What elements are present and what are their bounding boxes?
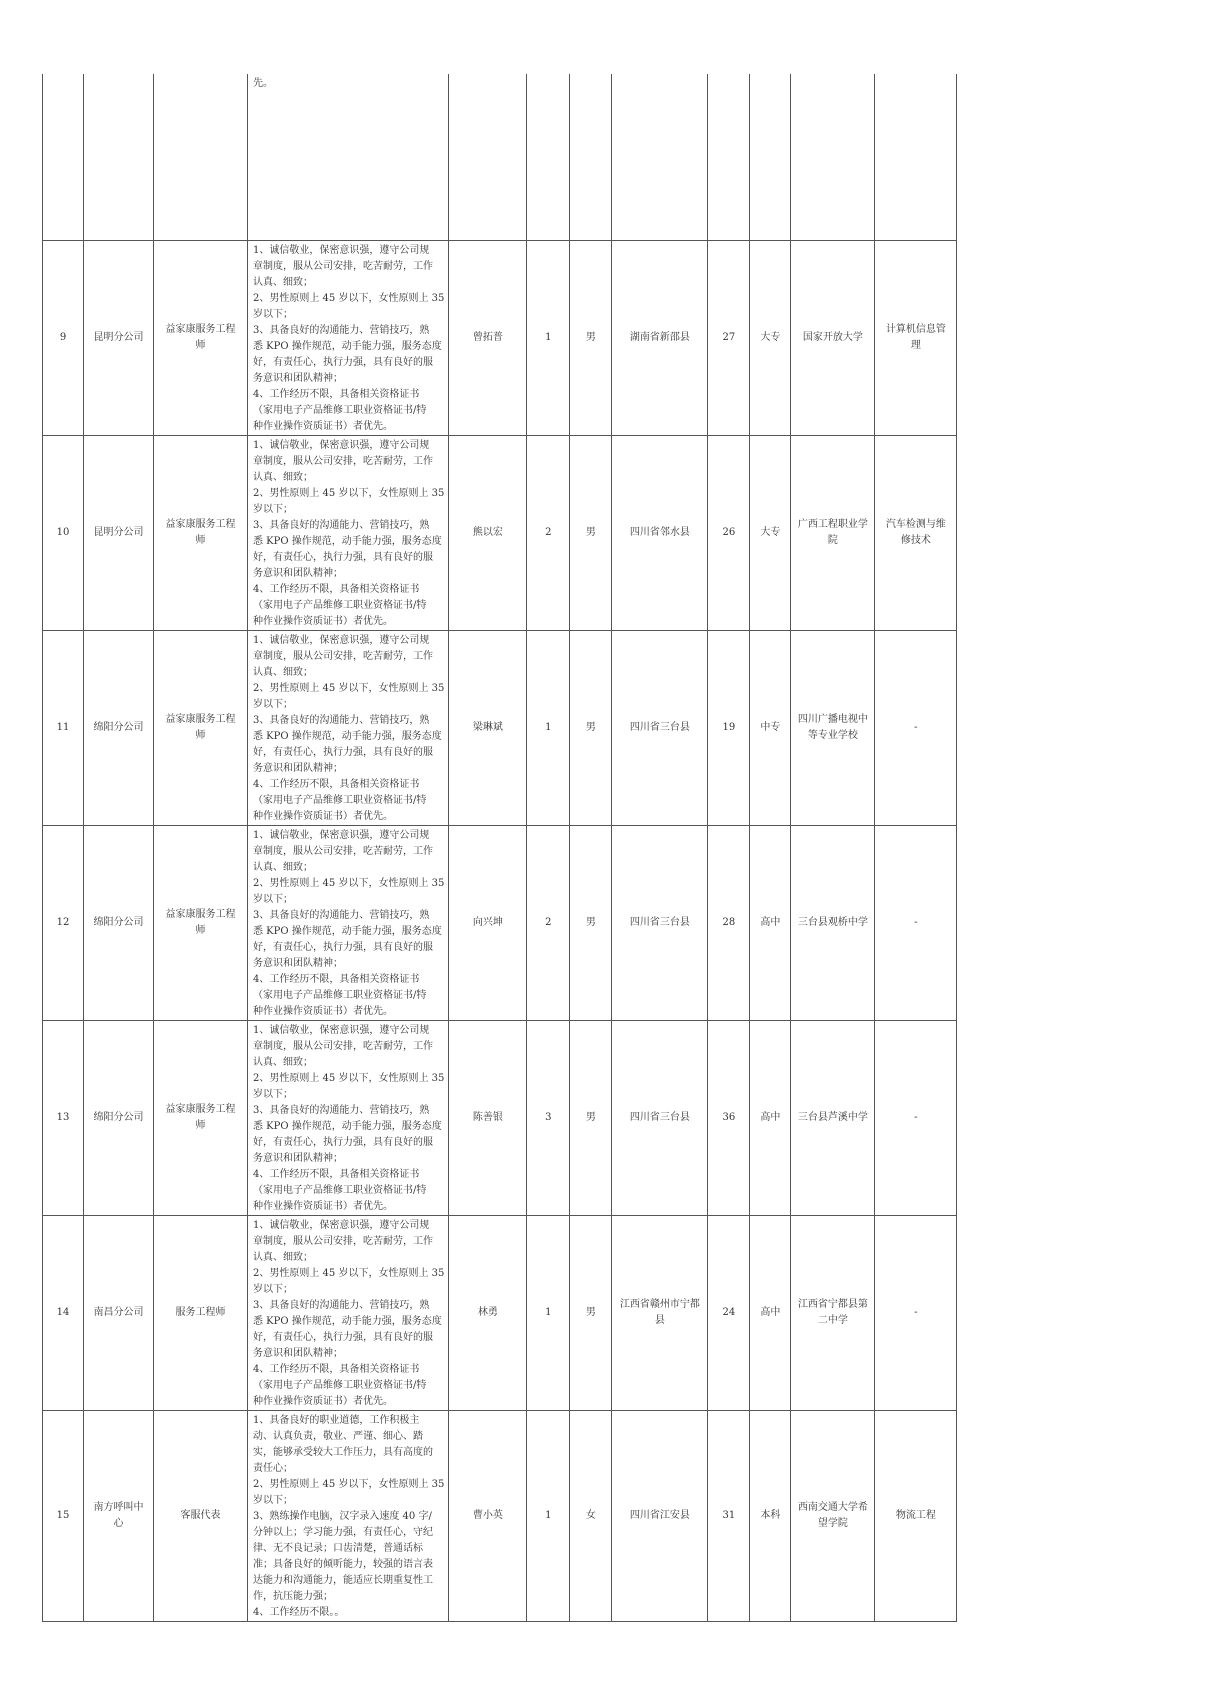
requirement-line: 责任心； bbox=[253, 1462, 293, 1474]
requirement-line: 岁以下； bbox=[253, 1088, 293, 1100]
cell-branch bbox=[84, 435, 154, 630]
requirement-line: 4、工作经历不限，具备相关资格证书 bbox=[253, 973, 420, 985]
cell-no: 12 bbox=[43, 825, 84, 1020]
requirement-line: 1、诚信敬业，保密意识强，遵守公司规 bbox=[253, 1024, 430, 1036]
requirement-line: （家用电子产品维修工职业资格证书/特 bbox=[253, 1379, 427, 1391]
requirement-line: 4、工作经历不限，具备相关资格证书 bbox=[253, 1168, 420, 1180]
requirement-line: 章制度，服从公司安排，吃苦耐劳，工作 bbox=[253, 260, 433, 272]
cell-branch-line: 南方呼叫中 bbox=[93, 1501, 144, 1513]
requirement-line: 好，有责任心，执行力强，具有良好的服 bbox=[253, 746, 433, 758]
requirement-line: 2、男性原则上 45 岁以下，女性原则上 35 bbox=[253, 682, 445, 694]
cell-age: 26 bbox=[708, 435, 750, 630]
cell-origin-line: 四川省江安县 bbox=[629, 1509, 690, 1521]
requirement-line: 好，有责任心，执行力强，具有良好的服 bbox=[253, 551, 433, 563]
requirement-line: 悉 KPO 操作规范，动手能力强，服务态度 bbox=[253, 730, 442, 742]
cell-major-line: 理 bbox=[910, 339, 921, 351]
cell-age: 28 bbox=[708, 825, 750, 1020]
cell-gender: 男 bbox=[570, 1020, 612, 1215]
cell-position-line: 服务工程师 bbox=[175, 1306, 226, 1318]
recruitment-table bbox=[42, 74, 957, 1622]
cell-school-line: 国家开放大学 bbox=[802, 331, 863, 343]
requirement-line: 认真、细致； bbox=[253, 1056, 313, 1068]
cell-position bbox=[154, 74, 248, 240]
cell-major bbox=[875, 1215, 957, 1410]
cell-requirements bbox=[248, 435, 449, 630]
requirement-line: 作，抗压能力强； bbox=[253, 1590, 333, 1602]
cell-major-line: 计算机信息管 bbox=[885, 323, 946, 335]
requirement-line: 章制度，服从公司安排，吃苦耐劳，工作 bbox=[253, 650, 433, 662]
requirement-line: （家用电子产品维修工职业资格证书/特 bbox=[253, 404, 427, 416]
requirement-line: 动、认真负责，敬业、严谨、细心、踏 bbox=[253, 1430, 423, 1442]
requirement-line: 悉 KPO 操作规范，动手能力强，服务态度 bbox=[253, 340, 442, 352]
cell-requirements bbox=[248, 1410, 449, 1621]
cell-branch bbox=[84, 1215, 154, 1410]
cell-school bbox=[791, 74, 875, 240]
cell-age bbox=[708, 74, 750, 240]
continuation-row bbox=[43, 74, 957, 240]
requirement-line: 实，能够承受较大工作压力，具有高度的 bbox=[253, 1446, 433, 1458]
cell-name: 向兴坤 bbox=[449, 825, 527, 1020]
cell-count: 1 bbox=[527, 1215, 570, 1410]
cell-origin-line: 四川省三台县 bbox=[629, 721, 690, 733]
cell-school bbox=[791, 1410, 875, 1621]
requirement-line: 3、具备良好的沟通能力、营销技巧，熟 bbox=[253, 519, 430, 531]
cell-name: 曾拓普 bbox=[449, 240, 527, 435]
requirement-line: 岁以下； bbox=[253, 698, 293, 710]
cell-no: 14 bbox=[43, 1215, 84, 1410]
requirement-line: 4、工作经历不限，具备相关资格证书 bbox=[253, 388, 420, 400]
requirement-line: 4、工作经历不限，具备相关资格证书 bbox=[253, 1363, 420, 1375]
cell-no: 11 bbox=[43, 630, 84, 825]
cell-name: 陈善银 bbox=[449, 1020, 527, 1215]
cell-major-line: - bbox=[914, 721, 918, 733]
cell-branch bbox=[84, 630, 154, 825]
requirement-line: 先。 bbox=[253, 78, 273, 89]
requirement-line: 准；具备良好的倾听能力，较强的语言表 bbox=[253, 1558, 433, 1570]
requirement-line: 认真、细致； bbox=[253, 1251, 313, 1263]
cell-gender: 男 bbox=[570, 1215, 612, 1410]
cell-position bbox=[154, 1410, 248, 1621]
table-row bbox=[43, 1020, 957, 1215]
cell-education: 高中 bbox=[750, 1020, 791, 1215]
requirement-line: 岁以下； bbox=[253, 893, 293, 905]
cell-major-line: 物流工程 bbox=[895, 1509, 936, 1521]
cell-major bbox=[875, 825, 957, 1020]
requirement-line: 岁以下； bbox=[253, 1494, 293, 1506]
requirement-line: 岁以下； bbox=[253, 308, 293, 320]
cell-position-line: 师 bbox=[195, 1119, 206, 1131]
requirement-line: 1、诚信敬业，保密意识强，遵守公司规 bbox=[253, 439, 430, 451]
cell-requirements bbox=[248, 1215, 449, 1410]
cell-school-line: 三台县观桥中学 bbox=[797, 916, 868, 928]
requirement-line: 章制度，服从公司安排，吃苦耐劳，工作 bbox=[253, 1040, 433, 1052]
requirement-line: 4、工作经历不限，具备相关资格证书 bbox=[253, 583, 420, 595]
cell-count: 1 bbox=[527, 240, 570, 435]
requirement-line: 1、诚信敬业，保密意识强，遵守公司规 bbox=[253, 1219, 430, 1231]
cell-education bbox=[750, 74, 791, 240]
cell-branch bbox=[84, 74, 154, 240]
requirement-line: 1、诚信敬业，保密意识强，遵守公司规 bbox=[253, 829, 430, 841]
requirement-line: （家用电子产品维修工职业资格证书/特 bbox=[253, 794, 427, 806]
cell-school bbox=[791, 435, 875, 630]
cell-school-line: 三台县芦溪中学 bbox=[797, 1111, 868, 1123]
cell-count: 2 bbox=[527, 825, 570, 1020]
cell-origin-line: 县 bbox=[654, 1314, 665, 1326]
cell-age: 19 bbox=[708, 630, 750, 825]
requirement-line: 务意识和团队精神； bbox=[253, 1347, 343, 1359]
table-row bbox=[43, 1410, 957, 1621]
requirement-line: 务意识和团队精神； bbox=[253, 957, 343, 969]
cell-origin bbox=[612, 74, 708, 240]
table-body bbox=[43, 74, 957, 1621]
cell-position-line: 师 bbox=[195, 729, 206, 741]
cell-school-line: 四川广播电视中 bbox=[797, 713, 868, 725]
cell-branch-line: 绵阳分公司 bbox=[93, 916, 144, 928]
cell-branch-line: 心 bbox=[113, 1517, 124, 1529]
cell-age: 27 bbox=[708, 240, 750, 435]
requirement-line: 2、男性原则上 45 岁以下，女性原则上 35 bbox=[253, 877, 445, 889]
cell-origin-line: 四川省三台县 bbox=[629, 916, 690, 928]
cell-major bbox=[875, 1410, 957, 1621]
requirement-line: （家用电子产品维修工职业资格证书/特 bbox=[253, 989, 427, 1001]
requirement-line: 律、无不良记录；口齿清楚，普通话标 bbox=[253, 1542, 423, 1554]
requirement-line: 3、具备良好的沟通能力、营销技巧，熟 bbox=[253, 714, 430, 726]
cell-school-line: 等专业学校 bbox=[807, 729, 858, 741]
requirement-line: 认真、细致； bbox=[253, 276, 313, 288]
requirement-line: 种作业操作资质证书）者优先。 bbox=[253, 1005, 393, 1017]
cell-school bbox=[791, 825, 875, 1020]
cell-requirements bbox=[248, 74, 449, 240]
requirement-line: 认真、细致； bbox=[253, 666, 313, 678]
requirement-line: 种作业操作资质证书）者优先。 bbox=[253, 615, 393, 627]
cell-position-line: 益家康服务工程 bbox=[165, 323, 236, 335]
cell-branch-line: 绵阳分公司 bbox=[93, 721, 144, 733]
requirement-line: 1、具备良好的职业道德，工作积极主 bbox=[253, 1414, 420, 1426]
cell-origin bbox=[612, 630, 708, 825]
cell-school-line: 西南交通大学希 bbox=[797, 1501, 868, 1513]
table-row bbox=[43, 630, 957, 825]
cell-origin bbox=[612, 1020, 708, 1215]
requirement-line: 3、具备良好的沟通能力、营销技巧，熟 bbox=[253, 1299, 430, 1311]
cell-position-line: 客服代表 bbox=[180, 1509, 221, 1521]
requirement-line: 种作业操作资质证书）者优先。 bbox=[253, 420, 393, 432]
cell-age: 31 bbox=[708, 1410, 750, 1621]
cell-name bbox=[449, 74, 527, 240]
cell-major-line: 汽车检测与维 bbox=[885, 518, 946, 530]
cell-education: 高中 bbox=[750, 825, 791, 1020]
cell-count: 2 bbox=[527, 435, 570, 630]
requirement-line: 好，有责任心，执行力强，具有良好的服 bbox=[253, 1136, 433, 1148]
requirement-line: 分钟以上；学习能力强，有责任心，守纪 bbox=[253, 1526, 433, 1538]
cell-origin bbox=[612, 240, 708, 435]
cell-position bbox=[154, 1020, 248, 1215]
cell-no: 10 bbox=[43, 435, 84, 630]
requirement-line: （家用电子产品维修工职业资格证书/特 bbox=[253, 599, 427, 611]
cell-position-line: 师 bbox=[195, 339, 206, 351]
cell-gender bbox=[570, 74, 612, 240]
cell-education: 高中 bbox=[750, 1215, 791, 1410]
cell-name: 梁琳斌 bbox=[449, 630, 527, 825]
cell-count: 1 bbox=[527, 1410, 570, 1621]
requirement-line: 好，有责任心，执行力强，具有良好的服 bbox=[253, 356, 433, 368]
requirement-line: 1、诚信敬业，保密意识强，遵守公司规 bbox=[253, 244, 430, 256]
requirement-line: 章制度，服从公司安排，吃苦耐劳，工作 bbox=[253, 455, 433, 467]
cell-major bbox=[875, 1020, 957, 1215]
cell-age: 36 bbox=[708, 1020, 750, 1215]
cell-major-line: - bbox=[914, 1306, 918, 1318]
cell-education: 中专 bbox=[750, 630, 791, 825]
requirement-line: 岁以下； bbox=[253, 503, 293, 515]
cell-count: 1 bbox=[527, 630, 570, 825]
cell-major-line: - bbox=[914, 916, 918, 928]
cell-position-line: 师 bbox=[195, 534, 206, 546]
cell-origin-line: 四川省三台县 bbox=[629, 1111, 690, 1123]
cell-origin bbox=[612, 1215, 708, 1410]
requirement-line: 3、熟练操作电脑，汉字录入速度 40 字/ bbox=[253, 1510, 432, 1522]
cell-no: 15 bbox=[43, 1410, 84, 1621]
cell-branch bbox=[84, 240, 154, 435]
cell-school bbox=[791, 240, 875, 435]
table-row bbox=[43, 825, 957, 1020]
cell-major-line: - bbox=[914, 1111, 918, 1123]
cell-school bbox=[791, 1215, 875, 1410]
requirement-line: 务意识和团队精神； bbox=[253, 762, 343, 774]
requirement-line: 章制度，服从公司安排，吃苦耐劳，工作 bbox=[253, 1235, 433, 1247]
requirement-line: 好，有责任心，执行力强，具有良好的服 bbox=[253, 1331, 433, 1343]
requirement-line: 2、男性原则上 45 岁以下，女性原则上 35 bbox=[253, 487, 445, 499]
cell-origin-line: 江西省赣州市宁都 bbox=[619, 1298, 700, 1310]
requirement-line: （家用电子产品维修工职业资格证书/特 bbox=[253, 1184, 427, 1196]
cell-branch-line: 南昌分公司 bbox=[93, 1306, 144, 1318]
requirement-line: 悉 KPO 操作规范，动手能力强，服务态度 bbox=[253, 1120, 442, 1132]
cell-branch-line: 昆明分公司 bbox=[93, 331, 144, 343]
cell-origin-line: 四川省邻水县 bbox=[629, 526, 690, 538]
requirement-line: 悉 KPO 操作规范，动手能力强，服务态度 bbox=[253, 535, 442, 547]
cell-requirements bbox=[248, 630, 449, 825]
cell-position bbox=[154, 1215, 248, 1410]
requirement-line: 悉 KPO 操作规范，动手能力强，服务态度 bbox=[253, 925, 442, 937]
requirement-line: 认真、细致； bbox=[253, 471, 313, 483]
requirement-line: 3、具备良好的沟通能力、营销技巧，熟 bbox=[253, 324, 430, 336]
cell-gender: 男 bbox=[570, 435, 612, 630]
cell-school-line: 望学院 bbox=[817, 1517, 848, 1529]
cell-major bbox=[875, 240, 957, 435]
cell-name: 熊以宏 bbox=[449, 435, 527, 630]
cell-gender: 女 bbox=[570, 1410, 612, 1621]
cell-requirements bbox=[248, 240, 449, 435]
cell-requirements bbox=[248, 1020, 449, 1215]
cell-education: 大专 bbox=[750, 435, 791, 630]
requirement-line: 岁以下； bbox=[253, 1283, 293, 1295]
table-row bbox=[43, 240, 957, 435]
cell-school-line: 院 bbox=[827, 534, 838, 546]
cell-position bbox=[154, 825, 248, 1020]
requirement-line: 达能力和沟通能力，能适应长期重复性工 bbox=[253, 1574, 433, 1586]
cell-count: 3 bbox=[527, 1020, 570, 1215]
cell-branch bbox=[84, 1410, 154, 1621]
requirement-line: 务意识和团队精神； bbox=[253, 372, 343, 384]
cell-branch-line: 昆明分公司 bbox=[93, 526, 144, 538]
cell-position-line: 益家康服务工程 bbox=[165, 908, 236, 920]
cell-no: 9 bbox=[43, 240, 84, 435]
table-row bbox=[43, 1215, 957, 1410]
table-row bbox=[43, 435, 957, 630]
requirement-line: 种作业操作资质证书）者优先。 bbox=[253, 810, 393, 822]
cell-branch-line: 绵阳分公司 bbox=[93, 1111, 144, 1123]
cell-origin bbox=[612, 435, 708, 630]
requirement-line: 2、男性原则上 45 岁以下，女性原则上 35 bbox=[253, 1267, 445, 1279]
requirement-line: 3、具备良好的沟通能力、营销技巧，熟 bbox=[253, 1104, 430, 1116]
cell-branch bbox=[84, 1020, 154, 1215]
cell-gender: 男 bbox=[570, 825, 612, 1020]
cell-position-line: 益家康服务工程 bbox=[165, 518, 236, 530]
cell-name: 林勇 bbox=[449, 1215, 527, 1410]
cell-branch bbox=[84, 825, 154, 1020]
cell-no: 13 bbox=[43, 1020, 84, 1215]
cell-origin-line: 湖南省新邵县 bbox=[629, 331, 690, 343]
requirement-line: 4、工作经历不限，具备相关资格证书 bbox=[253, 778, 420, 790]
cell-major-line: 修技术 bbox=[900, 534, 931, 546]
cell-school bbox=[791, 1020, 875, 1215]
cell-education: 大专 bbox=[750, 240, 791, 435]
requirement-line: 章制度，服从公司安排，吃苦耐劳，工作 bbox=[253, 845, 433, 857]
cell-major bbox=[875, 630, 957, 825]
cell-position bbox=[154, 240, 248, 435]
requirement-line: 务意识和团队精神； bbox=[253, 1152, 343, 1164]
cell-school-line: 二中学 bbox=[817, 1314, 848, 1326]
cell-age: 24 bbox=[708, 1215, 750, 1410]
requirement-line: 2、男性原则上 45 岁以下，女性原则上 35 bbox=[253, 1072, 445, 1084]
cell-position-line: 益家康服务工程 bbox=[165, 1103, 236, 1115]
cell-name: 曹小英 bbox=[449, 1410, 527, 1621]
cell-major bbox=[875, 435, 957, 630]
requirement-line: 2、男性原则上 45 岁以下，女性原则上 35 bbox=[253, 1478, 445, 1490]
cell-school-line: 江西省宁都县第 bbox=[797, 1298, 868, 1310]
cell-major bbox=[875, 74, 957, 240]
requirement-line: 种作业操作资质证书）者优先。 bbox=[253, 1200, 393, 1212]
cell-gender: 男 bbox=[570, 240, 612, 435]
cell-education: 本科 bbox=[750, 1410, 791, 1621]
requirement-line: 悉 KPO 操作规范，动手能力强，服务态度 bbox=[253, 1315, 442, 1327]
cell-requirements bbox=[248, 825, 449, 1020]
requirement-line: 4、工作经历不限。。 bbox=[253, 1606, 345, 1618]
cell-origin bbox=[612, 825, 708, 1020]
cell-count bbox=[527, 74, 570, 240]
requirement-line: 3、具备良好的沟通能力、营销技巧，熟 bbox=[253, 909, 430, 921]
requirement-line: 务意识和团队精神； bbox=[253, 567, 343, 579]
requirement-line: 2、男性原则上 45 岁以下，女性原则上 35 bbox=[253, 292, 445, 304]
cell-school-line: 广西工程职业学 bbox=[797, 518, 868, 530]
cell-no bbox=[43, 74, 84, 240]
requirement-line: 1、诚信敬业，保密意识强，遵守公司规 bbox=[253, 634, 430, 646]
cell-position bbox=[154, 630, 248, 825]
cell-position-line: 益家康服务工程 bbox=[165, 713, 236, 725]
requirement-line: 好，有责任心，执行力强，具有良好的服 bbox=[253, 941, 433, 953]
cell-origin bbox=[612, 1410, 708, 1621]
requirement-line: 认真、细致； bbox=[253, 861, 313, 873]
cell-gender: 男 bbox=[570, 630, 612, 825]
cell-school bbox=[791, 630, 875, 825]
cell-position-line: 师 bbox=[195, 924, 206, 936]
cell-position bbox=[154, 435, 248, 630]
requirement-line: 种作业操作资质证书）者优先。 bbox=[253, 1395, 393, 1407]
